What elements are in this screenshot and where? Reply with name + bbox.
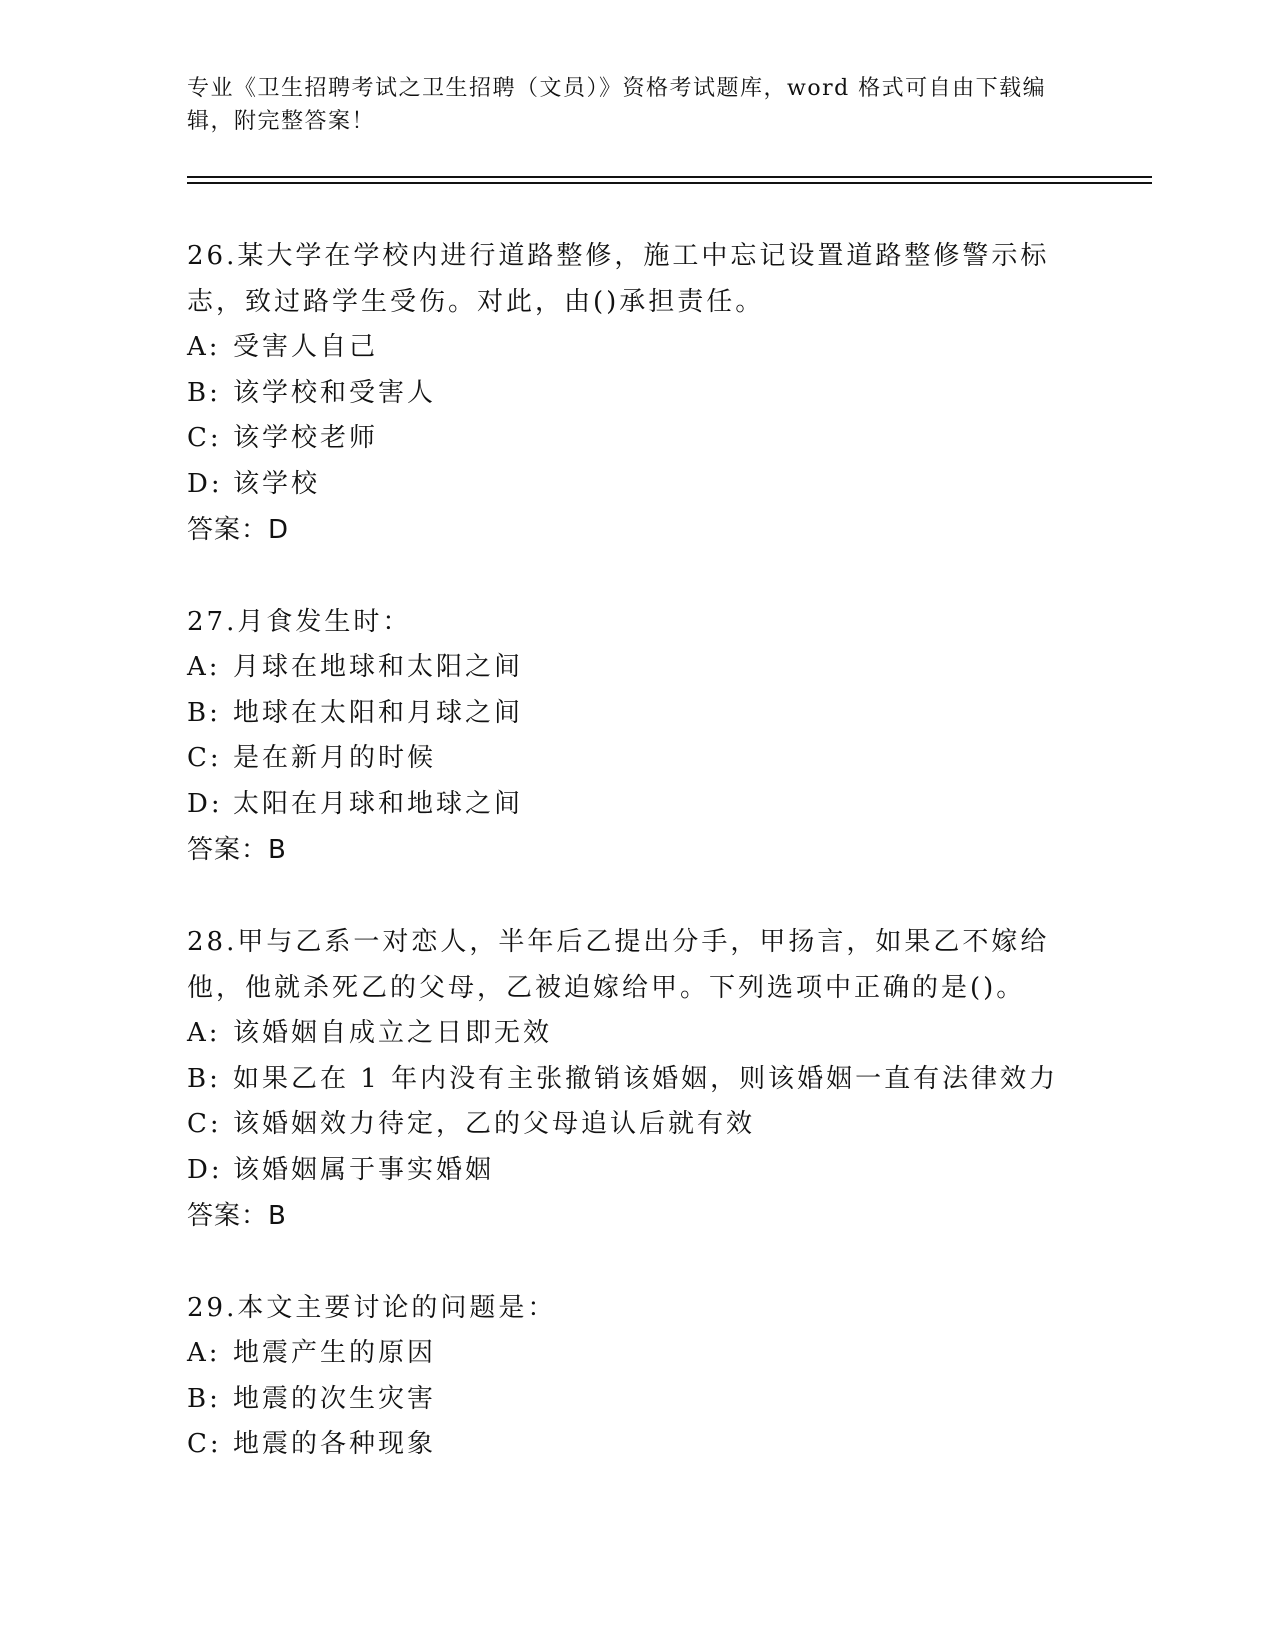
option-d (187, 1148, 1087, 1194)
option-b (187, 691, 1087, 737)
option-text: 该学校老师 (233, 423, 379, 453)
option-a (187, 325, 1087, 371)
header-divider-bottom (187, 182, 1152, 184)
option-label: A: (187, 332, 221, 362)
option-text: 月球在地球和太阳之间 (233, 652, 524, 682)
option-text: 该学校 (233, 468, 321, 499)
option-label: A: (187, 1338, 221, 1368)
header-divider-top (187, 176, 1152, 178)
option-label: C: (187, 743, 222, 773)
option-b (187, 1057, 1087, 1103)
option-c (187, 1102, 1087, 1148)
option-text: 太阳在月球和地球之间 (233, 788, 524, 819)
option-label: D: (187, 468, 223, 499)
question-list (187, 233, 1087, 1514)
option-text: 如果乙在 1 年内没有主张撤销该婚姻，则该婚姻一直有法律效力 (233, 1063, 1059, 1094)
option-text: 该婚姻自成立之日即无效 (233, 1018, 553, 1048)
option-c (187, 736, 1087, 782)
option-text: 地震的各种现象 (233, 1429, 437, 1459)
option-label: C: (187, 1109, 222, 1139)
option-label: B: (187, 377, 221, 408)
option-label: B: (187, 1063, 221, 1094)
question-29 (187, 1285, 1087, 1468)
option-d (187, 462, 1087, 508)
option-b (187, 371, 1087, 417)
option-text: 该婚姻属于事实婚姻 (233, 1154, 495, 1185)
option-text: 该婚姻效力待定，乙的父母追认后就有效 (233, 1109, 756, 1139)
option-a (187, 645, 1087, 691)
option-c (187, 416, 1087, 462)
question-stem: 27.月食发生时： (187, 607, 412, 637)
document-header: 专业《卫生招聘考试之卫生招聘（文员）》资格考试题库，word 格式可自由下载编辑，附完整答案！ (187, 76, 1047, 134)
answer: 答案：D (187, 515, 290, 545)
option-label: B: (187, 1383, 221, 1414)
option-label: A: (187, 1018, 221, 1048)
question-stem: 26.某大学在学校内进行道路整修，施工中忘记设置道路整修警示标志，致过路学生受伤。对此，由()承担责任。 (187, 241, 1050, 317)
option-d (187, 782, 1087, 828)
option-a (187, 1331, 1087, 1377)
option-label: C: (187, 423, 222, 453)
answer: 答案：B (187, 835, 287, 865)
option-text: 地震的次生灾害 (233, 1383, 437, 1414)
option-text: 地震产生的原因 (233, 1338, 437, 1368)
option-c (187, 1422, 1087, 1468)
option-label: A: (187, 652, 221, 682)
question-28 (187, 919, 1087, 1239)
option-text: 地球在太阳和月球之间 (233, 697, 524, 728)
option-b (187, 1377, 1087, 1423)
question-stem: 29.本文主要讨论的问题是： (187, 1293, 557, 1323)
option-label: D: (187, 788, 223, 819)
answer: 答案：B (187, 1201, 287, 1231)
option-text: 是在新月的时候 (233, 743, 437, 773)
option-label: B: (187, 697, 221, 728)
option-label: D: (187, 1154, 223, 1185)
option-text: 受害人自己 (233, 332, 379, 362)
question-26 (187, 233, 1087, 553)
question-27 (187, 599, 1087, 873)
option-text: 该学校和受害人 (233, 377, 437, 408)
question-stem: 28.甲与乙系一对恋人，半年后乙提出分手，甲扬言，如果乙不嫁给他，他就杀死乙的父母，乙被迫嫁给甲。下列选项中正确的是()。 (187, 927, 1050, 1003)
option-label: C: (187, 1429, 222, 1459)
option-a (187, 1011, 1087, 1057)
